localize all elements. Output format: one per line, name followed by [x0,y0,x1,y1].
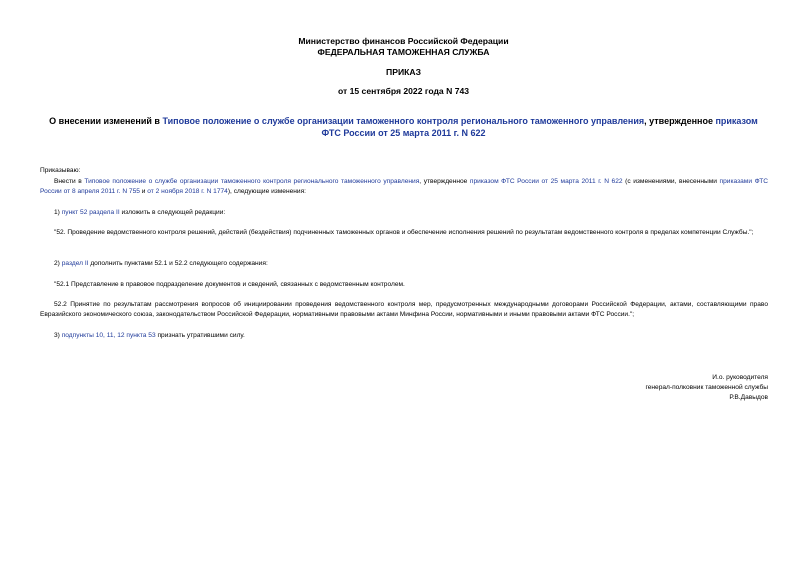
link-order-1774[interactable]: от 2 ноября 2018 г. N 1774 [147,188,228,195]
text: изложить в следующей редакции: [119,209,226,216]
item-number: 2) [54,260,62,267]
quote-point-52: "52. Проведение ведомственного контроля решений, действий (бездействия) подчиненных таможенных органов и обеспечение исполнения решений по результатам ведомственного контроля в пределах компетенции Службы."; [54,229,754,236]
title-text: , утвержденное [644,116,716,126]
document-title [40,116,767,139]
link-order-622[interactable]: приказом ФТС России от 25 марта 2011 г. N 622 [469,178,623,185]
quote-point-52-1: "52.1 Представление в правовое подразделение документов и сведений, связанных с ведомственным контролем. [54,281,405,288]
item-1 [40,208,768,218]
signer-rank: генерал-полковник таможенной службы [645,384,768,391]
link-point-52[interactable]: пункт 52 [61,209,88,216]
signer-position: И.о. руководителя [712,374,768,381]
text: признать утратившими силу. [155,332,245,339]
document-date-number: от 15 сентября 2022 года N 743 [337,86,470,96]
item-number: 3) [54,332,62,339]
document-type: ПРИКАЗ [386,67,421,77]
item-3 [40,331,768,341]
link-section-2[interactable]: раздел II [61,260,89,267]
signature-block [645,373,768,403]
link-order-755[interactable]: приказами ФТС России от 8 апреля 2011 г. N 755 [40,178,769,195]
title-link-order[interactable]: приказом ФТС России от 25 марта 2011 г. N 622 [321,116,758,138]
signer-name: Р.В.Давыдов [729,394,768,401]
ministry-name: Министерство финансов Российской Федерации [298,36,509,46]
text: (с изменениями, внесенными [622,178,720,185]
service-name: ФЕДЕРАЛЬНАЯ ТАМОЖЕННАЯ СЛУЖБА [317,47,490,57]
text: дополнить пунктами 52.1 и 52.2 следующего содержания: [88,260,268,267]
paragraph-intro [40,177,768,197]
title-link-regulation[interactable]: Типовое положение о службе организации таможенного контроля регионального таможенного управления [162,116,645,126]
quote-point-52-2: 52.2 Принятие по результатам рассмотрения вопросов об инициировании проведения ведомственного контроля мер, предусмотренных международными договорами Российской Федерации, актами, составляющими право Евразийского экономического союза, законодательством Российской Федерации, нормативными правовыми актами Минфина России, нормативными и иными правовыми актами ФТС России."; [40,301,768,318]
document-header [0,36,807,58]
order-word: Приказываю: [40,167,81,174]
text: , утвержденное [419,178,470,185]
text: ), следующие изменения: [227,188,307,195]
text: Внести в [54,178,85,185]
title-text: О внесении изменений в [49,116,163,126]
item-2 [40,259,768,269]
link-section-2[interactable]: раздела II [89,209,120,216]
link-subpoints-53[interactable]: подпункты 10, 11, 12 пункта 53 [61,332,156,339]
link-regulation[interactable]: Типовое положение о службе организации таможенного контроля регионального таможенного управления [84,178,420,185]
text: и [139,188,148,195]
item-number: 1) [54,209,62,216]
